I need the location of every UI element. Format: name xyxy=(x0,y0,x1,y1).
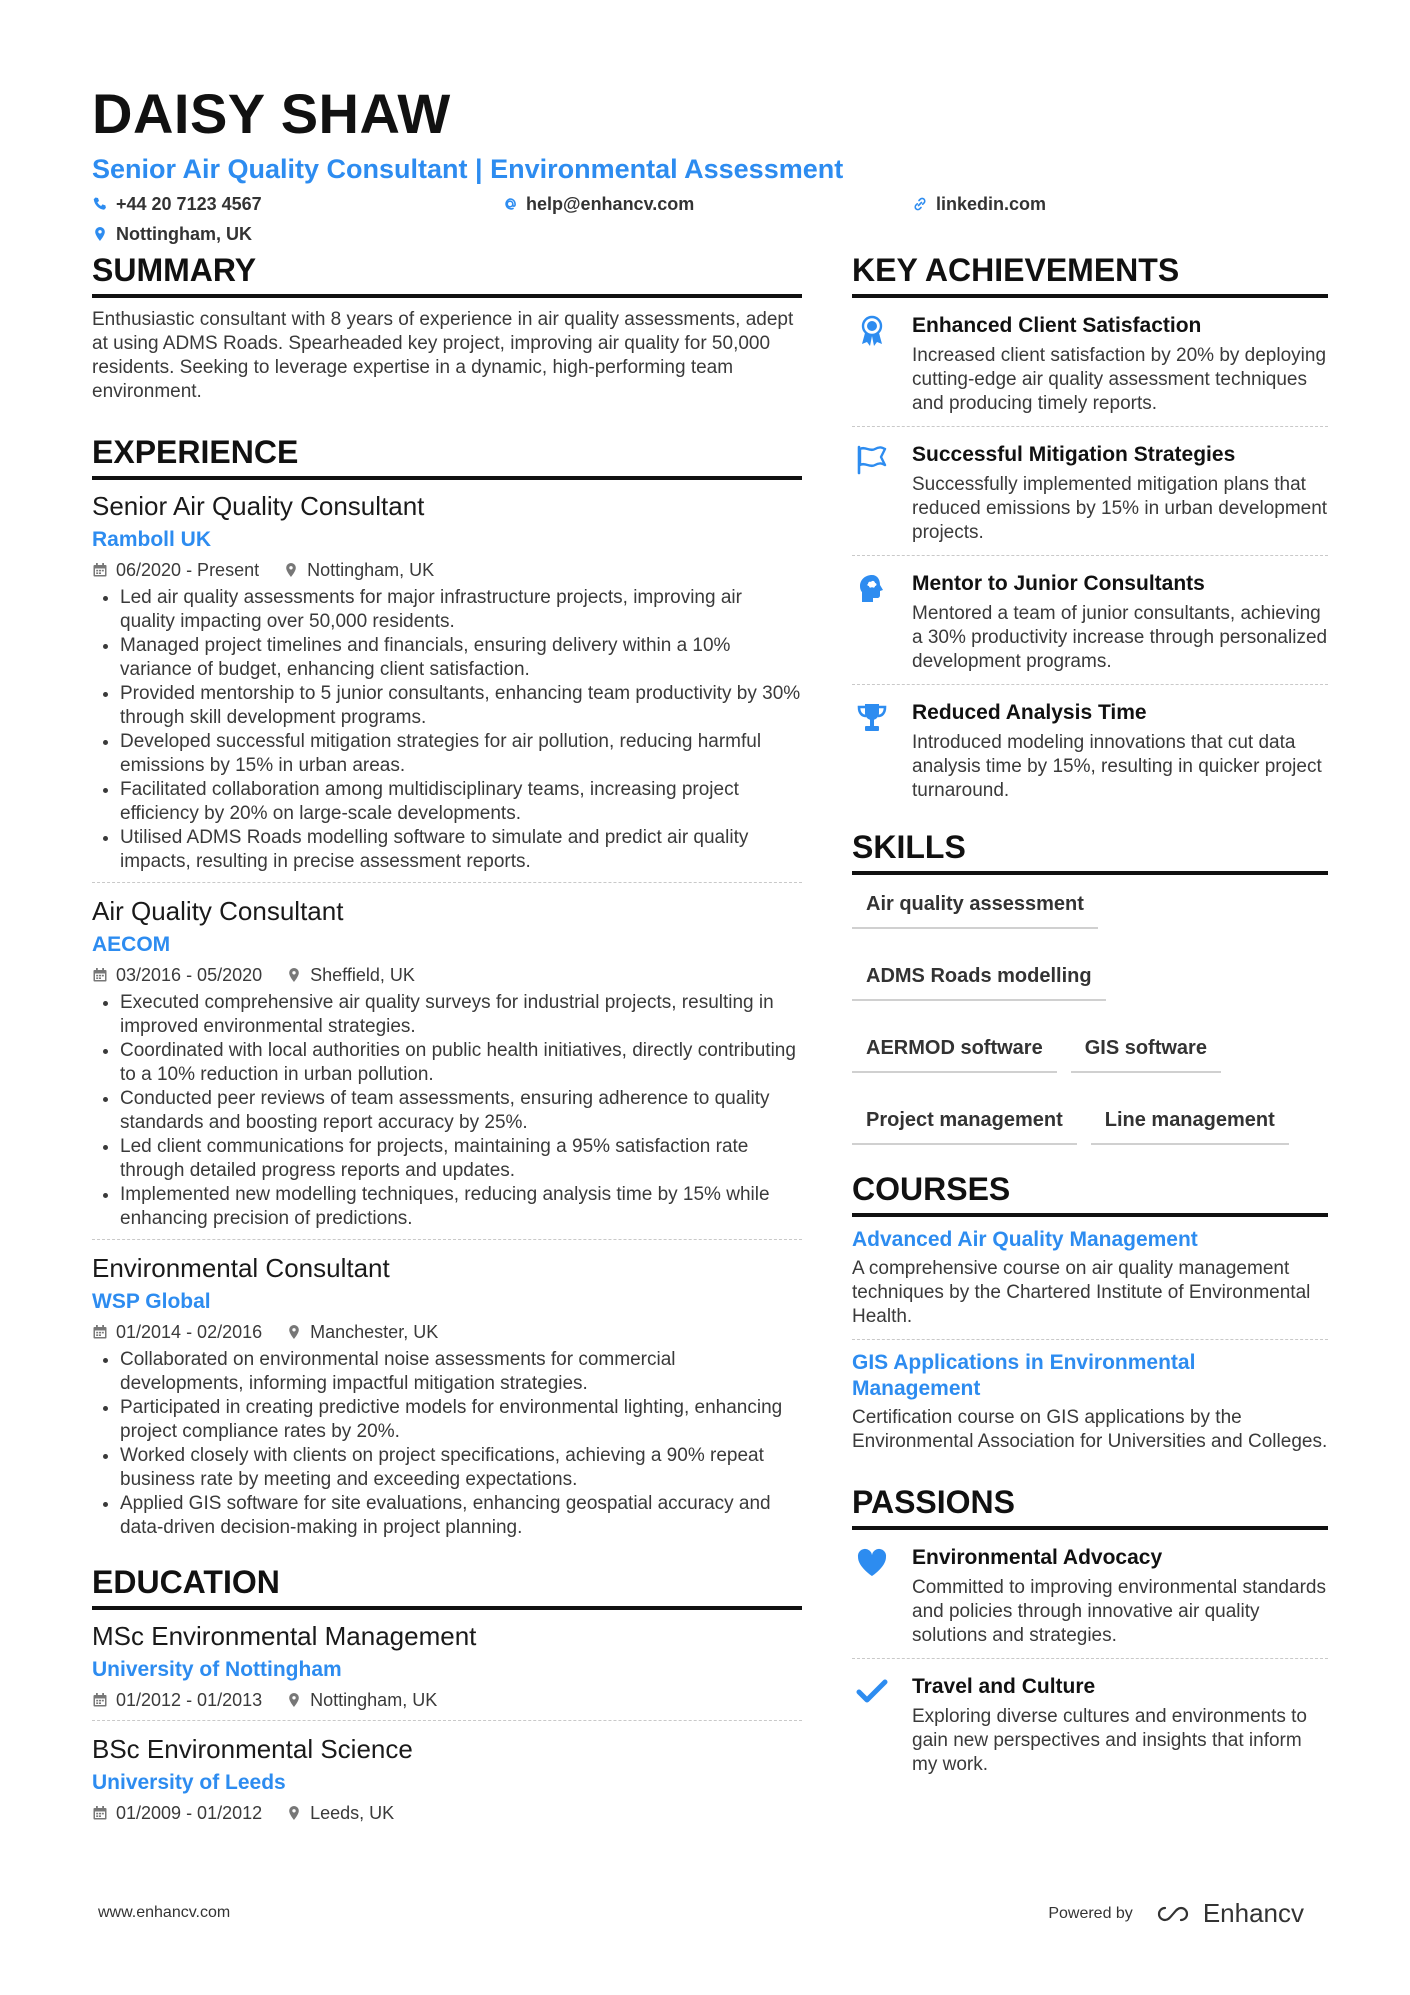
location-pin-icon xyxy=(286,1324,302,1340)
left-column xyxy=(92,250,802,1845)
phone-text: +44 20 7123 4567 xyxy=(116,193,262,214)
education-degree: BSc Environmental Science xyxy=(92,1734,413,1764)
passion-item xyxy=(852,1540,1328,1659)
link-icon xyxy=(912,196,928,212)
job-dates-text: 03/2016 - 05/2020 xyxy=(116,965,263,985)
email-text: help@enhancv.com xyxy=(526,193,695,214)
job-bullet: • Led client communications for projects, maintaining a 95% satisfaction rate through detailed progress reports and updates. xyxy=(120,1135,802,1183)
job-entry xyxy=(92,490,802,883)
job-bullet: • Led air quality assessments for major infrastructure projects, improving air quality impacting over 50,000 residents. xyxy=(120,586,802,634)
award-ribbon-icon xyxy=(852,312,892,416)
skill-tag: GIS software xyxy=(1071,1029,1221,1073)
job-entry xyxy=(92,1252,802,1548)
job-meta xyxy=(92,963,802,987)
head-brain-icon xyxy=(852,570,892,674)
location-pin-icon xyxy=(92,226,108,242)
education-school: University of Leeds xyxy=(92,1771,286,1794)
education-dates-text: 01/2009 - 01/2012 xyxy=(116,1803,263,1823)
experience-section xyxy=(92,432,802,1548)
location-pin-icon xyxy=(286,1692,302,1708)
job-bullet: • Coordinated with local authorities on public health initiatives, directly contributing to a 10% reduction in urban pollution. xyxy=(120,1039,802,1087)
achievement-item xyxy=(852,566,1328,685)
job-company: WSP Global xyxy=(92,1290,211,1313)
job-bullet: • Conducted peer reviews of team assessments, ensuring adherence to quality standards and boosting report accuracy by 25%. xyxy=(120,1087,802,1135)
experience-heading: EXPERIENCE xyxy=(92,432,802,480)
achievement-text: Successfully implemented mitigation plans that reduced emissions by 15% in urban development projects. xyxy=(912,474,1328,543)
calendar-icon xyxy=(92,1805,108,1821)
education-degree: MSc Environmental Management xyxy=(92,1621,477,1651)
skill-tag: AERMOD software xyxy=(852,1029,1057,1073)
job-location xyxy=(286,963,415,987)
job-role: Air Quality Consultant xyxy=(92,896,344,926)
course-text: A comprehensive course on air quality management techniques by the Chartered Institute of Environmental Health. xyxy=(852,1258,1311,1327)
achievements-heading: KEY ACHIEVEMENTS xyxy=(852,250,1328,298)
summary-text: Enthusiastic consultant with 8 years of experience in air quality assessments, adept at using ADMS Roads. Spearheaded key project, improving air quality for 50,000 residents. Seeking to leverage expertise in a dynamic, high-performing team environment. xyxy=(92,309,794,402)
job-dates xyxy=(92,558,259,582)
job-bullet: • Provided mentorship to 5 junior consultants, enhancing team productivity by 30% through skill development programs. xyxy=(120,682,802,730)
education-entry xyxy=(92,1733,802,1833)
passions-heading: PASSIONS xyxy=(852,1482,1328,1530)
education-entry xyxy=(92,1620,802,1721)
education-location-text: Leeds, UK xyxy=(310,1803,395,1823)
achievement-text: Increased client satisfaction by 20% by deploying cutting-edge air quality assessment techniques and producing timely reports. xyxy=(912,345,1327,414)
education-dates xyxy=(92,1688,262,1712)
heart-icon xyxy=(852,1544,892,1648)
job-bullet: • Participated in creating predictive models for environmental lighting, enhancing project compliance rates by 20%. xyxy=(120,1396,802,1444)
achievement-text: Mentored a team of junior consultants, achieving a 30% productivity increase through personalized development programs. xyxy=(912,603,1328,672)
right-column xyxy=(852,250,1328,1797)
passion-text: Exploring diverse cultures and environments to gain new perspectives and insights that inform my work. xyxy=(912,1706,1307,1775)
course-item xyxy=(852,1227,1328,1340)
job-role: Senior Air Quality Consultant xyxy=(92,491,425,521)
linkedin-text: linkedin.com xyxy=(936,193,1047,214)
job-dates xyxy=(92,963,262,987)
job-bullet: • Worked closely with clients on project specifications, achieving a 90% repeat business rate by meeting and exceeding expectations. xyxy=(120,1444,802,1492)
course-item xyxy=(852,1350,1328,1464)
job-company: AECOM xyxy=(92,933,171,956)
course-text: Certification course on GIS applications by the Environmental Association for Universities and Colleges. xyxy=(852,1407,1328,1452)
job-bullet: • Developed successful mitigation strategies for air pollution, reducing harmful emissions by 15% in urban areas. xyxy=(120,730,802,778)
location-pin-icon xyxy=(286,1805,302,1821)
job-bullet: • Executed comprehensive air quality surveys for industrial projects, resulting in improved environmental strategies. xyxy=(120,991,802,1039)
achievement-item xyxy=(852,437,1328,556)
education-dates-text: 01/2012 - 01/2013 xyxy=(116,1690,263,1710)
skill-tag: Line management xyxy=(1091,1101,1289,1145)
checkmark-icon xyxy=(852,1673,892,1777)
education-section xyxy=(92,1562,802,1833)
education-meta xyxy=(92,1801,802,1825)
summary-heading: SUMMARY xyxy=(92,250,802,298)
job-location-text: Sheffield, UK xyxy=(310,965,415,985)
resume-page xyxy=(92,82,1328,1823)
job-bullet: • Facilitated collaboration among multidisciplinary teams, increasing project efficiency by 20% on large-scale developments. xyxy=(120,778,802,826)
education-location xyxy=(286,1801,394,1825)
passion-item xyxy=(852,1669,1328,1787)
education-heading: EDUCATION xyxy=(92,1562,802,1610)
skills-list xyxy=(852,885,1328,1145)
job-bullet: • Utilised ADMS Roads modelling software to simulate and predict air quality impacts, resulting in precise assessment reports. xyxy=(120,826,802,874)
job-dates-text: 01/2014 - 02/2016 xyxy=(116,1322,263,1342)
courses-heading: COURSES xyxy=(852,1169,1328,1217)
calendar-icon xyxy=(92,1324,108,1340)
passions-section xyxy=(852,1482,1328,1787)
courses-section xyxy=(852,1169,1328,1464)
job-dates-text: 06/2020 - Present xyxy=(116,560,260,580)
job-bullet: • Applied GIS software for site evaluations, enhancing geospatial accuracy and data-driven decision-making in project planning. xyxy=(120,1492,802,1540)
course-title: GIS Applications in Environmental Management xyxy=(852,1351,1196,1400)
course-title: Advanced Air Quality Management xyxy=(852,1228,1198,1251)
achievement-text: Introduced modeling innovations that cut data analysis time by 15%, resulting in quicker project turnaround. xyxy=(912,732,1322,801)
job-meta xyxy=(92,1320,802,1344)
achievement-title: Mentor to Junior Consultants xyxy=(912,572,1205,595)
summary-section xyxy=(92,250,802,404)
skills-section xyxy=(852,827,1328,1145)
contact-linkedin[interactable] xyxy=(912,192,1312,216)
contact-location xyxy=(92,222,502,246)
location-text: Nottingham, UK xyxy=(116,223,252,244)
job-entry xyxy=(92,895,802,1240)
achievement-title: Successful Mitigation Strategies xyxy=(912,443,1236,466)
flag-icon xyxy=(852,441,892,545)
education-dates xyxy=(92,1801,262,1825)
skill-tag: Project management xyxy=(852,1101,1077,1145)
education-school: University of Nottingham xyxy=(92,1658,342,1681)
candidate-title: Senior Air Quality Consultant | Environmental Assessment xyxy=(92,154,844,184)
achievements-section xyxy=(852,250,1328,813)
at-sign-icon xyxy=(502,196,518,212)
job-bullets xyxy=(92,586,802,874)
enhancv-logo-icon xyxy=(1151,1902,1195,1926)
education-meta xyxy=(92,1688,802,1712)
footer-site-link[interactable]: www.enhancv.com xyxy=(98,1904,231,1921)
contact-row xyxy=(92,192,1328,246)
calendar-icon xyxy=(92,967,108,983)
job-bullet: • Collaborated on environmental noise assessments for commercial developments, informing impactful mitigation strategies. xyxy=(120,1348,802,1396)
brand-name: Enhancv xyxy=(1202,1898,1304,1928)
passion-text: Committed to improving environmental standards and policies through innovative air quality solutions and strategies. xyxy=(912,1577,1326,1646)
phone-icon xyxy=(92,196,108,212)
job-bullet: • Managed project timelines and financials, ensuring delivery within a 10% variance of budget, enhancing client satisfaction. xyxy=(120,634,802,682)
achievement-title: Enhanced Client Satisfaction xyxy=(912,314,1202,337)
job-location xyxy=(286,1320,438,1344)
achievement-item xyxy=(852,695,1328,813)
job-bullets xyxy=(92,991,802,1231)
job-bullets xyxy=(92,1348,802,1540)
calendar-icon xyxy=(92,562,108,578)
achievement-title: Reduced Analysis Time xyxy=(912,701,1147,724)
calendar-icon xyxy=(92,1692,108,1708)
job-location-text: Manchester, UK xyxy=(310,1322,439,1342)
contact-phone xyxy=(92,192,502,216)
powered-by-label: Powered by xyxy=(1048,1904,1133,1922)
location-pin-icon xyxy=(283,562,299,578)
education-location-text: Nottingham, UK xyxy=(310,1690,438,1710)
job-meta xyxy=(92,558,802,582)
job-bullet: • Implemented new modelling techniques, reducing analysis time by 15% while enhancing precision of predictions. xyxy=(120,1183,802,1231)
skill-tag: ADMS Roads modelling xyxy=(852,957,1106,1001)
skill-tag: Air quality assessment xyxy=(852,885,1098,929)
contact-email[interactable] xyxy=(502,192,912,216)
trophy-icon xyxy=(852,699,892,803)
education-location xyxy=(286,1688,437,1712)
brand-logo[interactable] xyxy=(1151,1898,1304,1929)
job-dates xyxy=(92,1320,262,1344)
job-location-text: Nottingham, UK xyxy=(307,560,435,580)
candidate-name: DAISY SHAW xyxy=(92,82,451,145)
job-company: Ramboll UK xyxy=(92,528,212,551)
achievement-item xyxy=(852,308,1328,427)
powered-by xyxy=(1048,1898,1304,1929)
passion-title: Travel and Culture xyxy=(912,1675,1096,1698)
skills-heading: SKILLS xyxy=(852,827,1328,875)
job-role: Environmental Consultant xyxy=(92,1253,390,1283)
location-pin-icon xyxy=(286,967,302,983)
passion-title: Environmental Advocacy xyxy=(912,1546,1163,1569)
job-location xyxy=(283,558,434,582)
